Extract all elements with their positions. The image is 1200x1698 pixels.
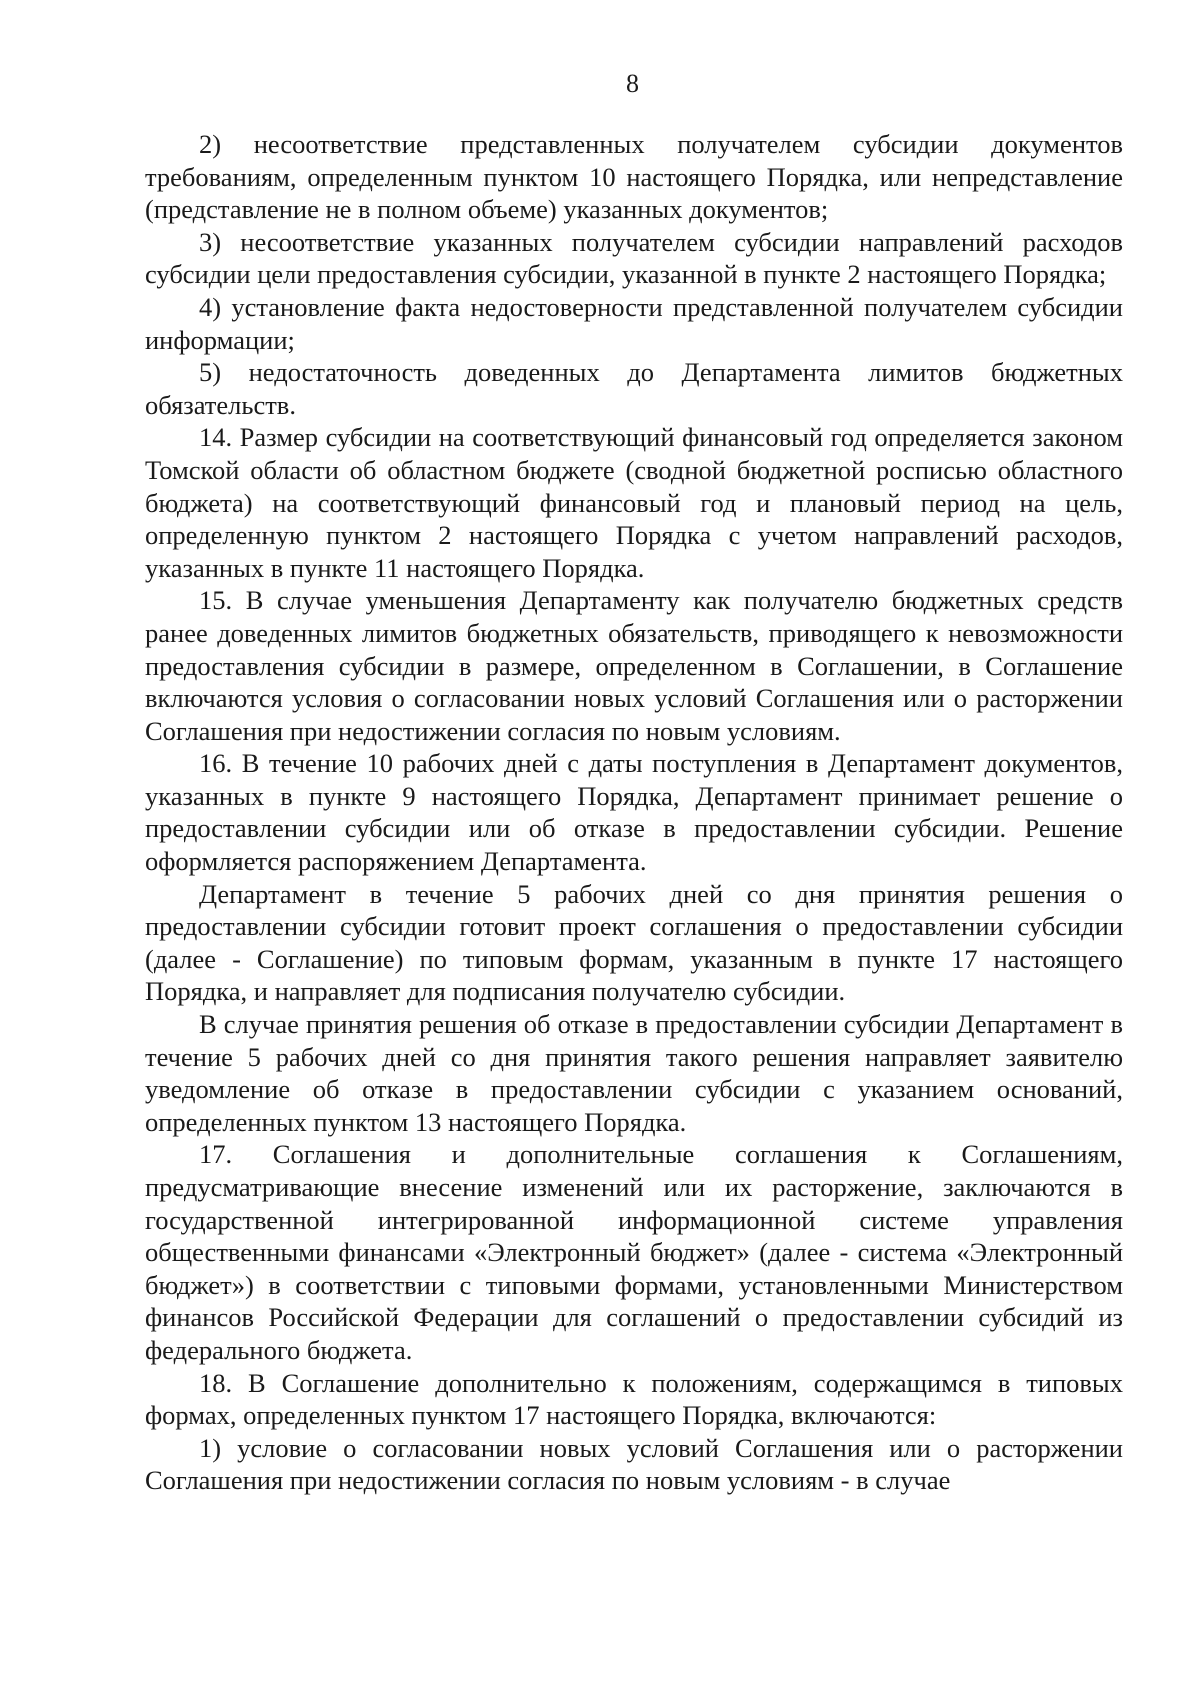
paragraph-15: 15. В случае уменьшения Департаменту как получателю бюджетных средств ранее доведенных лимитов бюджетных обязательств, приводящего к невозможности предоставления субсидии в размере, определенном в Соглашении, в Соглашение включаются условия о согласовании новых условий Соглашения или о расторжении Соглашения при недостижении согласия по новым условиям. [145, 585, 1123, 746]
document-body [145, 128, 1123, 1497]
page-number: 8 [626, 69, 639, 98]
paragraph-16: 16. В течение 10 рабочих дней с даты поступления в Департамент документов, указанных в пункте 9 настоящего Порядка, Департамент принимает решение о предоставлении субсидии или об отказе в предоставлении субсидии. Решение оформляется распоряжением Департамента. [145, 748, 1123, 877]
paragraph-18-item-1: 1) условие о согласовании новых условий Соглашения или о расторжении Соглашения при недостижении согласия по новым условиям - в случае [145, 1432, 1123, 1496]
paragraph-14: 14. Размер субсидии на соответствующий финансовый год определяется законом Томской области об областном бюджете (сводной бюджетной росписью областного бюджета) на соответствующий финансовый год и плановый период на цель, определенную пунктом 2 настоящего Порядка с учетом направлений расходов, указанных в пункте 11 настоящего Порядка. [145, 422, 1123, 583]
paragraph-item-2: 2) несоответствие представленных получателем субсидии документов требованиям, определенным пунктом 10 настоящего Порядка, или непредставление (представление не в полном объеме) указанных документов; [145, 129, 1123, 225]
paragraph-18: 18. В Соглашение дополнительно к положениям, содержащимся в типовых формах, определенных пунктом 17 настоящего Порядка, включаются: [145, 1367, 1123, 1431]
paragraph-16-agreement: Департамент в течение 5 рабочих дней со дня принятия решения о предоставлении субсидии готовит проект соглашения о предоставлении субсидии (далее - Соглашение) по типовым формам, указанным в пункте 17 настоящего Порядка, и направляет для подписания получателю субсидии. [145, 878, 1123, 1007]
paragraph-item-4: 4) установление факта недостоверности представленной получателем субсидии информации; [145, 291, 1123, 355]
paragraph-item-3: 3) несоответствие указанных получателем субсидии направлений расходов субсидии цели предоставления субсидии, указанной в пункте 2 настоящего Порядка; [145, 226, 1123, 290]
paragraph-item-5: 5) недостаточность доведенных до Департамента лимитов бюджетных обязательств. [145, 357, 1123, 420]
paragraph-16-refusal: В случае принятия решения об отказе в предоставлении субсидии Департамент в течение 5 рабочих дней со дня принятия такого решения направляет заявителю уведомление об отказе в предоставлении субсидии с указанием оснований, определенных пунктом 13 настоящего Порядка. [145, 1009, 1123, 1137]
paragraph-17: 17. Соглашения и дополнительные соглашения к Соглашениям, предусматривающие внесение изменений или их расторжение, заключаются в государственной интегрированной информационной системе управления общественными финансами «Электронный бюджет» (далее - система «Электронный бюджет») в соответствии с типовыми формами, установленными Министерством финансов Российской Федерации для соглашений о предоставлении субсидий из федерального бюджета. [145, 1139, 1123, 1365]
